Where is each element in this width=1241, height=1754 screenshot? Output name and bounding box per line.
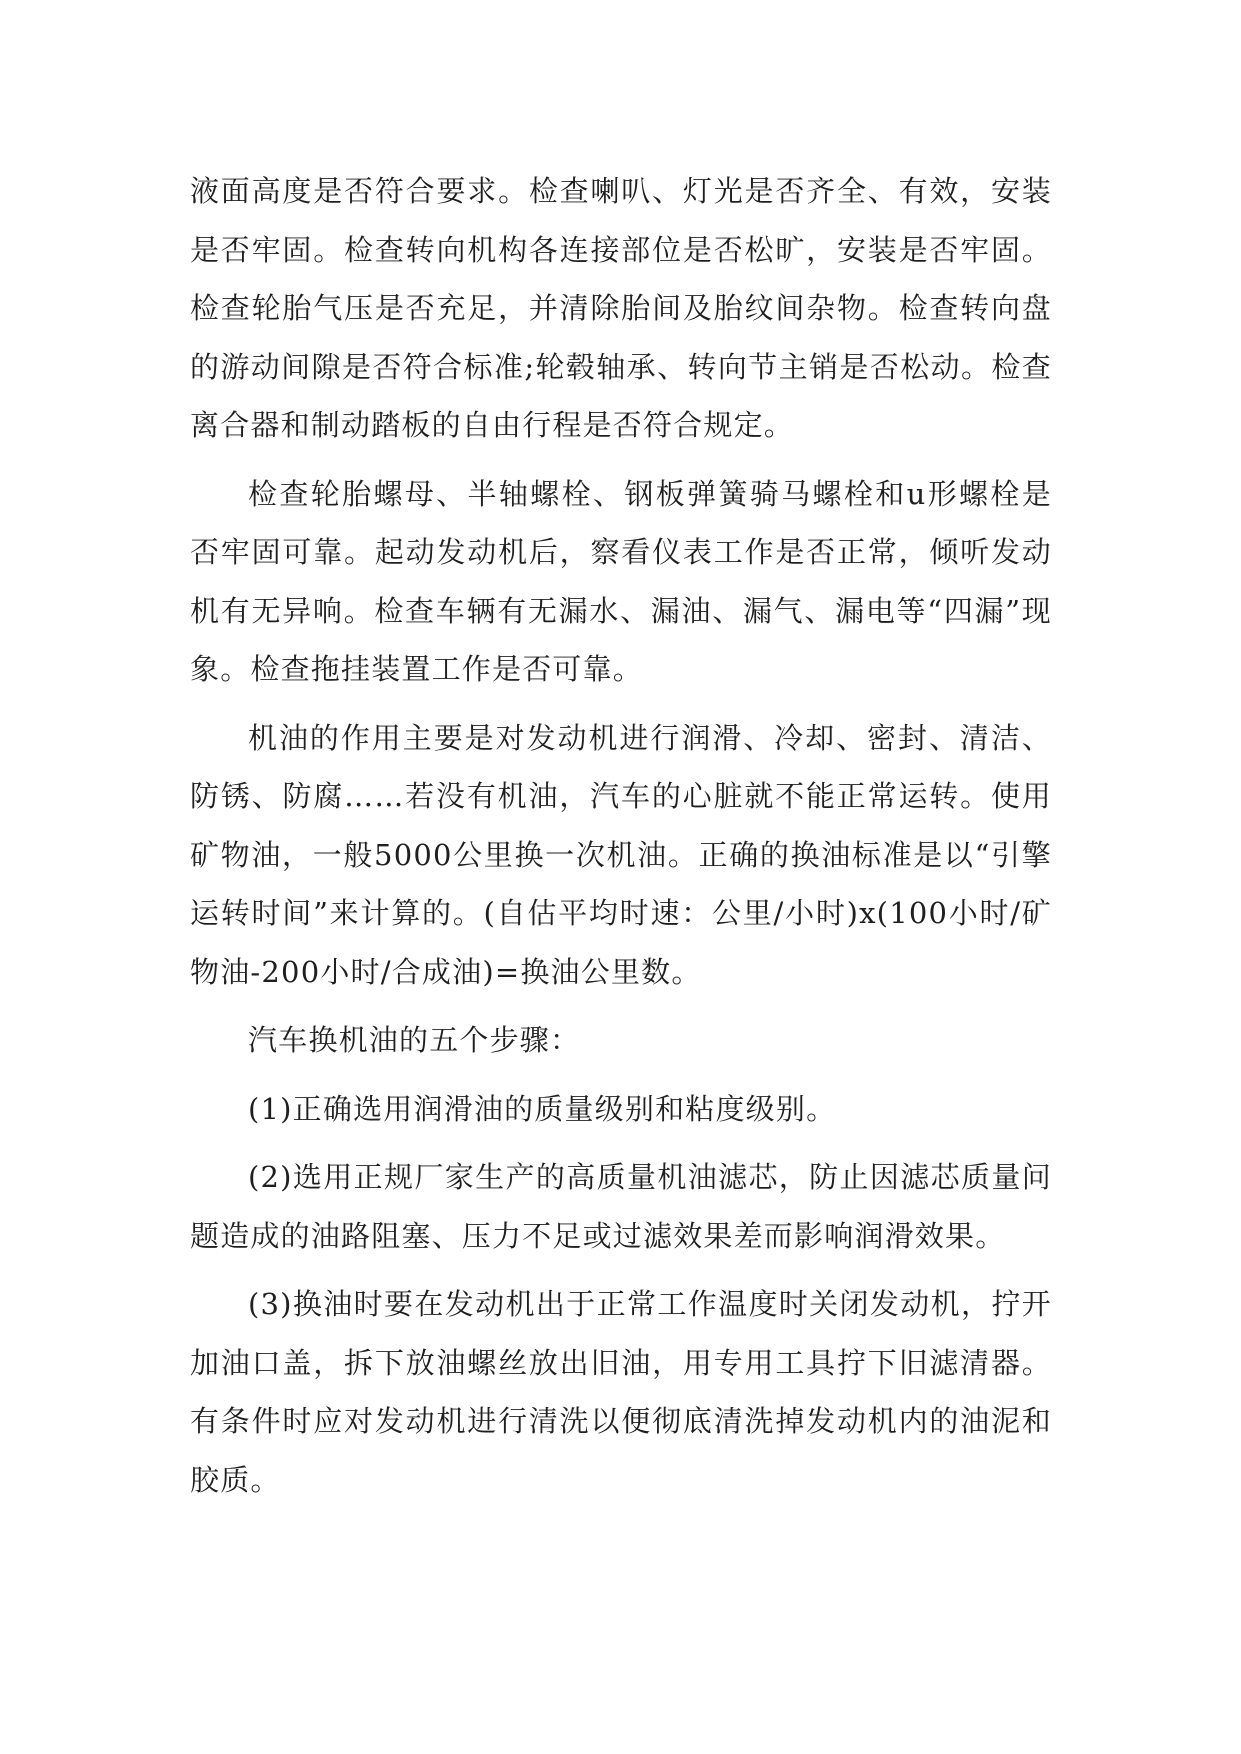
paragraph-vehicle-check-2: 检查轮胎螺母、半轴螺栓、钢板弹簧骑马螺栓和u形螺栓是否牢固可靠。起动发动机后，察看仪表工作是否正常，倾听发动机有无异响。检查车辆有无漏水、漏油、漏气、漏电等“四漏”现象。检查拖挂装置工作是否可靠。 (190, 476, 1052, 686)
paragraph-step-2: (2)选用正规厂家生产的高质量机油滤芯，防止因滤芯质量问题造成的油路阻塞、压力不足或过滤效果差而影响润滑效果。 (190, 1160, 1052, 1253)
document-body (190, 162, 1052, 1519)
paragraph-step-3: (3)换油时要在发动机出于正常工作温度时关闭发动机，拧开加油口盖，拆下放油螺丝放出旧油，用专用工具拧下旧滤清器。有条件时应对发动机进行清洗以便彻底清洗掉发动机内的油泥和胶质。 (190, 1287, 1052, 1497)
paragraph-oil-change-steps-heading: 汽车换机油的五个步骤： (248, 1023, 581, 1057)
paragraph-vehicle-check-1: 液面高度是否符合要求。检查喇叭、灯光是否齐全、有效，安装是否牢固。检查转向机构各连接部位是否松旷，安装是否牢固。检查轮胎气压是否充足，并清除胎间及胎纹间杂物。检查转向盘的游动间隙是否符合标准;轮毂轴承、转向节主销是否松动。检查离合器和制动踏板的自由行程是否符合规定。 (190, 174, 1052, 442)
paragraph-engine-oil-role: 机油的作用主要是对发动机进行润滑、冷却、密封、清洁、防锈、防腐……若没有机油，汽车的心脏就不能正常运转。使用矿物油，一般5000公里换一次机油。正确的换油标准是以“引擎运转时间”来计算的。(自估平均时速：公里/小时)x(100小时/矿物油-200小时/合成油)=换油公里数。 (190, 720, 1052, 989)
paragraph-step-1: (1)正确选用润滑油的质量级别和粘度级别。 (248, 1091, 837, 1126)
